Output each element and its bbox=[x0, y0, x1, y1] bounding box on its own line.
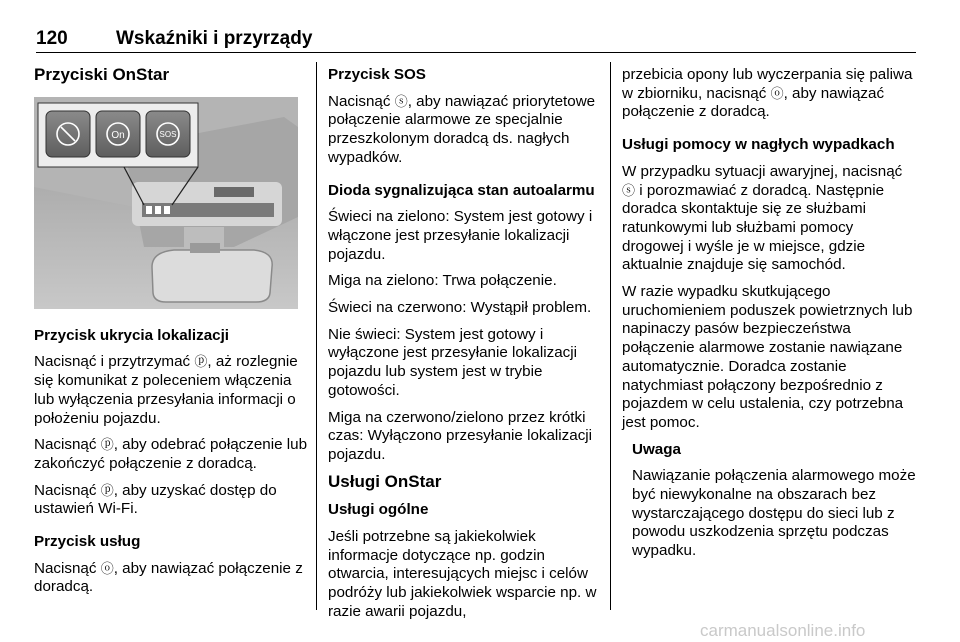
page-number: 120 bbox=[36, 28, 68, 49]
led-off: Nie świeci: System jest gotowy i wyłączone jest przesyłanie lokalizacji pojazdu lub system jest w trybie gotowości. bbox=[328, 325, 578, 399]
sos-icon: ⓢ bbox=[394, 93, 408, 109]
column-divider bbox=[610, 62, 611, 610]
privacy-icon: ⓟ bbox=[194, 354, 208, 370]
onstar-buttons-photo bbox=[34, 97, 298, 309]
header-rule bbox=[36, 52, 916, 53]
onstar-icon: ⓞ bbox=[770, 85, 784, 101]
led-green: Świeci na zielono: System jest gotowy i włączone jest przesyłanie lokalizacji pojazdu. bbox=[328, 208, 593, 263]
page-header bbox=[36, 28, 916, 52]
column-divider bbox=[316, 62, 317, 610]
privacy-icon: ⓟ bbox=[100, 482, 114, 498]
chapter-title: Wskaźniki i przyrządy bbox=[116, 28, 313, 49]
column-3 bbox=[622, 66, 918, 569]
service-heading: Przycisk usług bbox=[34, 533, 141, 551]
onstar-icon: ⓞ bbox=[100, 560, 114, 576]
privacy-paragraph-3: Nacisnąć ⓟ, aby uzyskać dostęp do ustawień Wi-Fi. bbox=[34, 481, 277, 518]
column-1 bbox=[34, 66, 310, 605]
service-paragraph: Nacisnąć ⓞ, aby nawiązać połączenie z doradcą. bbox=[34, 559, 303, 596]
led-blink-green: Miga na zielono: Trwa połączenie. bbox=[328, 272, 557, 290]
sos-button-label: SOS bbox=[159, 129, 177, 139]
on-button-label: On bbox=[111, 129, 125, 141]
services-title: Usługi OnStar bbox=[328, 471, 442, 491]
emergency-paragraph-2: W razie wypadku skutkującego uruchomieniem poduszek powietrznych lub napinaczy pasów bezpieczeństwa połączenie alarmowe zostanie nawiązane automatycznie. Doradca zostanie natychmiast połączony bezpośrednio z pojazdem w celu ustalenia, czy potrzebna jest pomoc. bbox=[622, 283, 913, 431]
led-heading: Dioda sygnalizująca stan autoalarmu bbox=[328, 181, 595, 199]
privacy-icon: ⓟ bbox=[100, 437, 114, 453]
sos-heading: Przycisk SOS bbox=[328, 66, 426, 83]
general-paragraph: Jeśli potrzebne są jakiekolwiek informacje dotyczące np. godzin otwarcia, interesujących miejsc i celów podróży lub jakiekolwiek wsparcie np. w razie awarii pojazdu, bbox=[328, 528, 597, 620]
sos-icon: ⓢ bbox=[622, 182, 636, 198]
sos-paragraph: Nacisnąć ⓢ, aby nawiązać priorytetowe połączenie alarmowe ze specjalnie przeszkolonym doradcą ds. nagłych wypadków. bbox=[328, 92, 596, 166]
section-title: Przyciski OnStar bbox=[34, 65, 170, 84]
emergency-heading: Usługi pomocy w nagłych wypadkach bbox=[622, 136, 895, 154]
emergency-paragraph-1: W przypadku sytuacji awaryjnej, nacisnąć ⓢ i porozmawiać z doradcą. Następnie doradca skontaktuje się ze służbami ratunkowymi lub służbami pomocy drogowej i wyśle je w miejsce, gdzie aktualnie znajduje się samochód. bbox=[622, 162, 903, 274]
privacy-paragraph-2: Nacisnąć ⓟ, aby odebrać połączenie lub zakończyć połączenie z doradcą. bbox=[34, 436, 308, 472]
note-heading: Uwaga bbox=[632, 440, 681, 458]
general-paragraph-continued: przebicia opony lub wyczerpania się paliwa w zbiorniku, nacisnąć ⓞ, aby nawiązać połączenie z doradcą. bbox=[622, 66, 913, 121]
privacy-heading: Przycisk ukrycia lokalizacji bbox=[34, 326, 230, 344]
general-heading: Usługi ogólne bbox=[328, 501, 429, 519]
note-box bbox=[632, 441, 918, 561]
watermark: carmanualsonline.info bbox=[700, 621, 866, 640]
column-2 bbox=[328, 66, 598, 630]
privacy-paragraph-1: Nacisnąć i przytrzymać ⓟ, aż rozlegnie się komunikat z poleceniem włączenia lub wyłączenia przesyłania informacji o położeniu pojazdu. bbox=[34, 353, 298, 427]
note-text: Nawiązanie połączenia alarmowego może być niewykonalne na obszarach bez wystarczającego dostępu do sieci lub z powodu uszkodzenia sprzętu podczas wypadku. bbox=[632, 467, 916, 560]
led-blink-red-green: Miga na czerwono/zielono przez krótki czas: Wyłączono przesyłanie lokalizacji pojazdu. bbox=[328, 408, 593, 463]
led-red: Świeci na czerwono: Wystąpił problem. bbox=[328, 299, 592, 317]
